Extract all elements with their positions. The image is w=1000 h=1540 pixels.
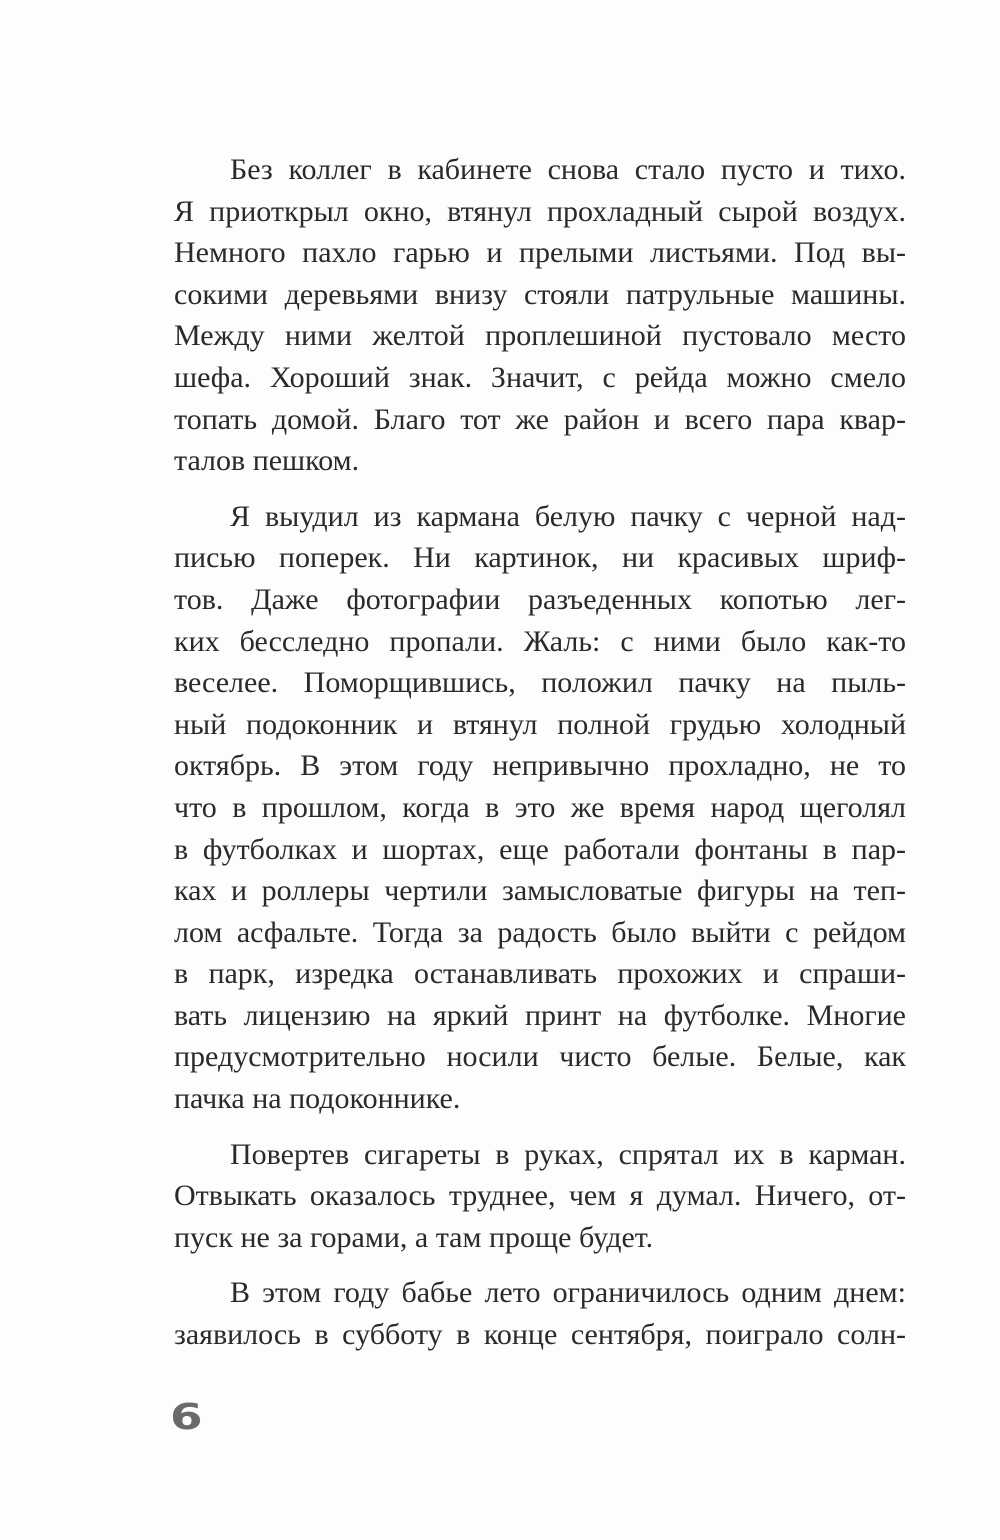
paragraph-gap bbox=[174, 1120, 906, 1134]
paragraph bbox=[174, 496, 906, 1120]
text-line: лом асфальте. Тогда за радость было выйти с рейдом bbox=[174, 915, 906, 949]
text-line: Повертев сигареты в руках, спрятал их в карман. bbox=[230, 1137, 906, 1171]
text-line: писью поперек. Ни картинок, ни красивых шриф- bbox=[174, 541, 906, 575]
text-line: Отвыкать оказалось труднее, чем я думал. Ничего, от- bbox=[174, 1179, 906, 1213]
text-line: пуск не за горами, а там проще будет. bbox=[174, 1220, 654, 1254]
text-line: ках и роллеры чертили замысловатые фигуры на теп- bbox=[174, 874, 906, 908]
text-line: в парк, изредка останавливать прохожих и спраши- bbox=[174, 957, 906, 991]
text-line: Я выудил из кармана белую пачку с черной над- bbox=[230, 499, 906, 533]
text-line: заявилось в субботу в конце сентября, поиграло солн- bbox=[174, 1318, 906, 1352]
body-text bbox=[174, 149, 906, 1356]
text-line: веселее. Поморщившись, положил пачку на пыль- bbox=[174, 666, 906, 700]
text-line: талов пешком. bbox=[174, 444, 360, 478]
text-line: в футболках и шортах, еще работали фонтаны в пар- bbox=[174, 832, 906, 866]
text-line: октябрь. В этом году непривычно прохладно, не то bbox=[174, 749, 906, 783]
text-line: топать домой. Благо тот же район и всего пара квар- bbox=[174, 402, 906, 436]
text-line: сокими деревьями внизу стояли патрульные машины. bbox=[174, 277, 906, 311]
text-line: Без коллег в кабинете снова стало пусто и тихо. bbox=[230, 153, 906, 186]
text-line: ный подоконник и втянул полной грудью холодный bbox=[174, 707, 906, 741]
text-line: тов. Даже фотографии разъеденных копотью лег- bbox=[174, 582, 906, 616]
text-line: ких бесследно пропали. Жаль: с ними было как-то bbox=[174, 624, 906, 658]
text-line: предусмотрительно носили чисто белые. Белые, как bbox=[174, 1040, 906, 1074]
text-line: Немного пахло гарью и прелыми листьями. Под вы- bbox=[174, 236, 906, 270]
paragraph bbox=[174, 1272, 906, 1355]
paragraph-gap bbox=[174, 482, 906, 496]
text-line: что в прошлом, когда в это же время народ щеголял bbox=[174, 790, 906, 824]
text-line: Я приоткрыл окно, втянул прохладный сырой воздух. bbox=[174, 194, 906, 228]
paragraph-gap bbox=[174, 1258, 906, 1272]
paragraph bbox=[174, 1134, 906, 1259]
text-line: пачка на подоконнике. bbox=[174, 1082, 461, 1116]
page-number: 6 bbox=[170, 1397, 203, 1438]
text-line: вать лицензию на яркий принт на футболке. Многие bbox=[174, 998, 906, 1032]
text-line: В этом году бабье лето ограничилось одним днем: bbox=[230, 1276, 906, 1310]
paragraph bbox=[174, 149, 906, 482]
text-line: Между ними желтой проплешиной пустовало место bbox=[174, 319, 906, 353]
text-line: шефа. Хороший знак. Значит, с рейда можно смело bbox=[174, 360, 906, 394]
